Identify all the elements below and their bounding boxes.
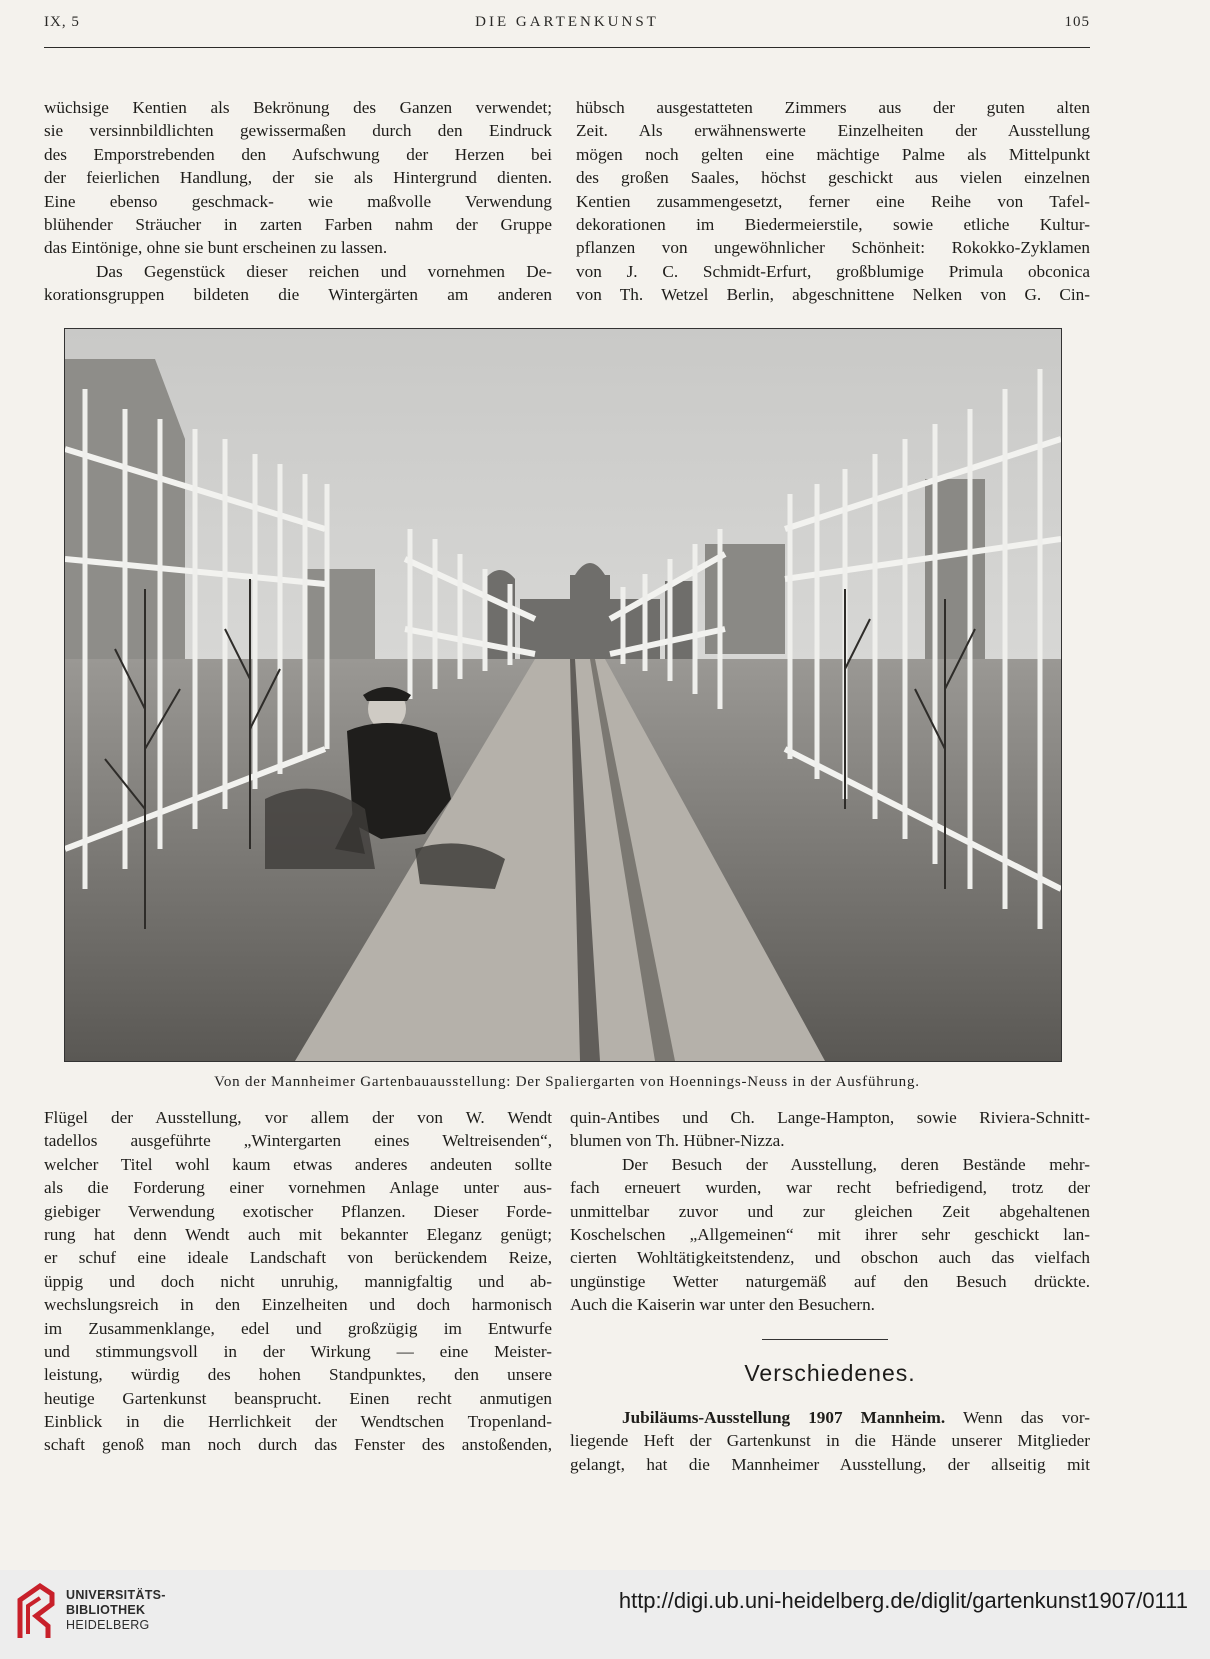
text-line: Eine ebenso geschmack- wie maßvolle Verwendung [44,191,552,211]
lead-rest: Wenn das vor- [962,1408,1090,1427]
text-line: schaft genoß man noch durch das Fenster des anstoßenden, [44,1435,552,1455]
text-column-bottom-left [44,1106,552,1457]
text-line: hübsch ausgestatteten Zimmers aus der guten alten [576,98,1090,117]
journal-title: DIE GARTENKUNST [475,14,659,30]
text-line: das Eintönige, ohne sie bunt erscheinen zu lassen. [44,238,388,258]
text-line: giebiger Verwendung exotischer Pflanzen. Dieser Forde- [44,1201,552,1221]
permalink[interactable]: http://digi.ub.uni-heidelberg.de/diglit/gartenkunst1907/0111 [618,1588,1188,1613]
text-line [570,1406,1090,1429]
text-line: er schuf eine ideale Landschaft von berückendem Reize, [44,1248,552,1268]
text-line: Kentien zusammengesetzt, ferner eine Reihe von Tafel- [576,191,1090,211]
espalier-garden-photo [64,328,1062,1062]
library-name-line: UNIVERSITÄTS- [66,1588,166,1602]
text-line: sie versinnbildlichten gewissermaßen durch den Eindruck [44,121,552,141]
text-line: mögen noch gelten eine mächtige Palme als Mittelpunkt [576,144,1090,164]
text-line: der feierlichen Handlung, der sie als Hintergrund dienten. [44,168,552,188]
section-text [570,1406,1090,1476]
text-line: liegende Heft der Gartenkunst in die Hände unserer Mitglieder [570,1431,1090,1451]
text-line: üppig und doch nicht unruhig, mannigfaltig und ab- [44,1271,552,1291]
text-line: unmittelbar zuvor und zur gleichen Zeit abgehaltenen [570,1201,1090,1221]
section-heading: Verschiedenes. [744,1360,916,1386]
text-line: und stimmungsvoll in der Wirkung — eine Meister- [44,1341,552,1361]
text-line: Das Gegenstück dieser reichen und vornehmen De- [96,261,552,281]
text-line: Flügel der Ausstellung, vor allem der von W. Wendt [44,1108,552,1127]
text-line: im Zusammenklange, edel und großzügig im Entwurfe [44,1318,552,1338]
text-line: Einblick in die Herrlichkeit der Wendtschen Tropenland- [44,1412,552,1432]
text-line: wüchsige Kentien als Bekrönung des Ganzen verwendet; [44,98,552,117]
text-line: des Emporstrebenden den Aufschwung der Herzen bei [44,144,552,164]
text-line: Koschelschen „Allgemeinen“ mit ihrer sehr geschickt lan- [570,1224,1090,1244]
library-footer [0,1570,1210,1659]
library-logo-icon [14,1582,58,1644]
library-name [66,1588,166,1633]
bold-lead: Jubiläums-Ausstellung 1907 Mannheim. [622,1408,946,1427]
text-line: Der Besuch der Ausstellung, deren Bestände mehr- [622,1154,1090,1174]
text-column-top-left [44,96,552,307]
text-line: ungünstige Wetter naturgemäß auf den Besuch drückte. [570,1271,1090,1291]
running-header [44,14,1090,36]
text-line: dekorationen im Biedermeierstile, sowie etliche Kultur- [576,214,1090,234]
text-line: welcher Titel wohl kaum etwas anderes andeuten sollte [44,1154,552,1174]
library-name-line: BIBLIOTHEK [66,1603,146,1617]
text-line: blühender Sträucher in zarten Farben nahm der Gruppe [44,214,552,234]
text-line: von Th. Wetzel Berlin, abgeschnittene Nelken von G. Cin- [576,285,1090,305]
text-line: blumen von Th. Hübner-Nizza. [570,1131,785,1151]
text-line: gelangt, hat die Mannheimer Ausstellung, der allseitig mit [570,1454,1090,1474]
text-line: Zeit. Als erwähnenswerte Einzelheiten der Ausstellung [576,121,1090,141]
text-line: pflanzen von ungewöhnlicher Schönheit: Rokokko-Zyklamen [576,238,1090,258]
text-line: quin-Antibes und Ch. Lange-Hampton, sowie Riviera-Schnitt- [570,1108,1090,1127]
figure-caption: Von der Mannheimer Gartenbauausstellung: Der Spaliergarten von Hoennings-Neuss in der Ausführung. [214,1074,920,1090]
library-name-line: HEIDELBERG [66,1618,150,1632]
page-number: 105 [1064,14,1090,30]
text-line: des großen Saales, höchst geschickt aus vielen einzelnen [576,168,1090,188]
text-line: tadellos ausgeführte „Wintergarten eines Weltreisenden“, [44,1131,552,1151]
text-line: heutige Gartenkunst beansprucht. Einen recht anmutigen [44,1388,552,1408]
text-line: rung hat denn Wendt auch mit bekannter Eleganz genügt; [44,1224,552,1244]
text-column-bottom-right [570,1106,1090,1317]
text-line: fach erneuert wurden, war recht befriedigend, trotz der [570,1178,1090,1198]
text-line: Auch die Kaiserin war unter den Besuchern. [570,1295,875,1315]
text-line: wechslungsreich in den Einzelheiten und doch harmonisch [44,1295,552,1315]
text-line: leistung, würdig des hohen Standpunktes, den unsere [44,1365,552,1385]
text-line: von J. C. Schmidt-Erfurt, großblumige Primula obconica [576,261,1090,281]
volume-number: IX, 5 [44,14,80,30]
text-line: cierten Wohltätigkeitstendenz, und obschon auch das vielfach [570,1248,1090,1268]
text-column-top-right [576,96,1090,307]
header-rule [44,47,1090,48]
section-divider [762,1339,888,1340]
text-line: als die Forderung einer vornehmen Anlage unter aus- [44,1178,552,1198]
text-line: korationsgruppen bildeten die Wintergärten am anderen [44,285,552,305]
